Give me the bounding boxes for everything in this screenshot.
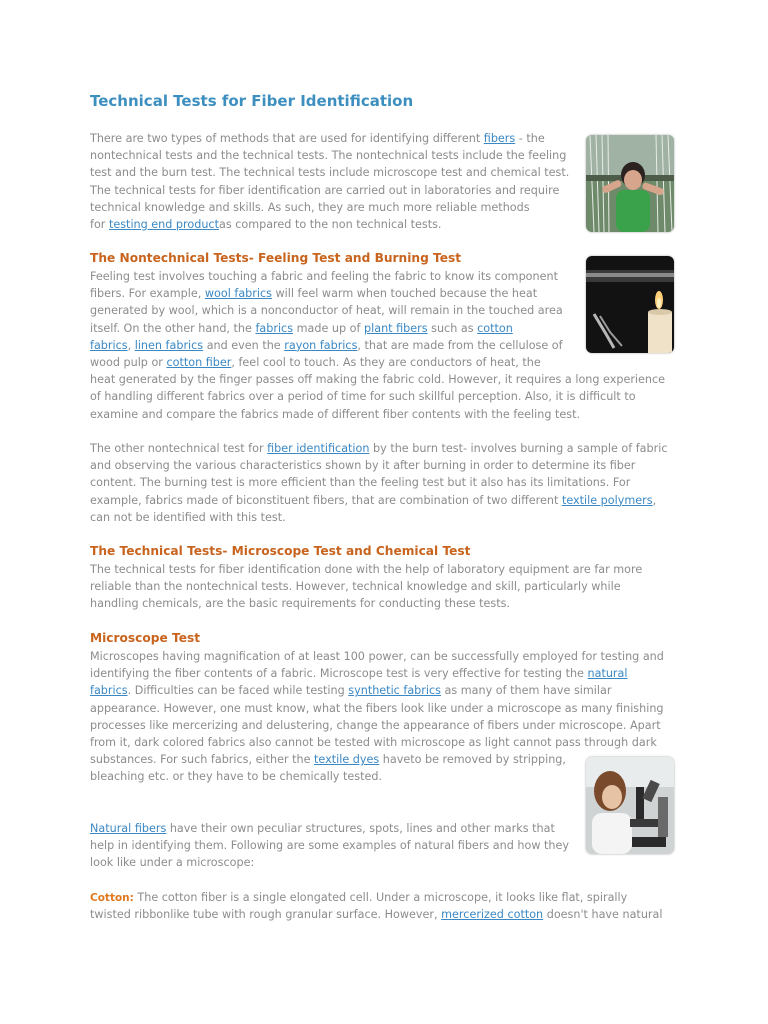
text: The other nontechnical test for bbox=[90, 442, 268, 455]
text: , bbox=[127, 338, 135, 352]
mercerized-cotton-link[interactable]: mercerized cotton bbox=[441, 908, 544, 922]
text: example, fabrics made of biconstituent fibers, that are combination of two different bbox=[90, 493, 562, 507]
text-line: look like under a microscope: bbox=[90, 856, 255, 870]
text: by the burn test- involves burning a sample of fabric bbox=[369, 442, 668, 455]
text-line: Feeling test involves touching a fabric and feeling the fabric to know its component bbox=[90, 270, 558, 283]
text-line: from it, dark colored fabrics also cannot be tested with microscope as light cannot pass through dark bbox=[90, 735, 657, 749]
text-line: nontechnical tests and the technical tests. The nontechnical tests include the feeling bbox=[90, 149, 567, 163]
technical-tests-heading: The Technical Tests- Microscope Test and Chemical Test bbox=[90, 544, 471, 558]
text-line: examine and compare the fabrics made of different fiber contents with the feeling test. bbox=[90, 407, 581, 421]
fabrics-link[interactable]: fabrics bbox=[255, 321, 294, 335]
textile-dyes-link[interactable]: textile dyes bbox=[314, 753, 380, 767]
text: , feel cool to touch. As they are conductors of heat, the bbox=[231, 355, 541, 369]
text: wood pulp or bbox=[90, 355, 167, 369]
burn-test-paragraph bbox=[90, 440, 668, 526]
fiber-identification-link[interactable]: fiber identification bbox=[267, 442, 370, 455]
plant-fibers-link[interactable]: plant fibers bbox=[364, 321, 428, 335]
cotton-label: Cotton: bbox=[90, 892, 134, 904]
text: as many of them have similar bbox=[440, 684, 612, 698]
microscope-test-paragraph bbox=[90, 648, 664, 786]
fibers-link[interactable]: fibers bbox=[483, 132, 516, 145]
cotton-fiber-link[interactable]: cotton fiber bbox=[166, 355, 232, 369]
text: will feel warm when touched because the heat bbox=[271, 287, 538, 301]
microscope-test-heading: Microscope Test bbox=[90, 631, 201, 645]
technical-tests-paragraph bbox=[90, 561, 642, 613]
testing-end-product-link[interactable]: testing end product bbox=[108, 217, 219, 231]
text-line: content. The burning test is more efficient than the feeling test but it also has its limitations. For bbox=[90, 476, 631, 490]
text-line: bleaching etc. or they have to be chemically tested. bbox=[90, 770, 383, 784]
text-line: help in identifying them. Following are some examples of natural fibers and how they bbox=[90, 839, 570, 853]
cotton-paragraph bbox=[90, 889, 662, 923]
natural-fabrics-link[interactable]: natural bbox=[587, 667, 628, 681]
synthetic-fabrics-link[interactable]: synthetic fabrics bbox=[348, 684, 441, 698]
text: There are two types of methods that are used for identifying different bbox=[90, 132, 484, 145]
text: itself. On the other hand, the bbox=[90, 321, 256, 335]
text: - the bbox=[515, 132, 545, 145]
text-line: and observing the various characteristics shown by it after burning in order to determine its fiber bbox=[90, 459, 636, 473]
text: such as bbox=[427, 321, 478, 335]
text-line: can not be identified with this test. bbox=[90, 510, 286, 524]
wool-fabrics-link[interactable]: wool fabrics bbox=[204, 287, 272, 301]
text-line: handling chemicals, are the basic requirements for conducting these tests. bbox=[90, 597, 510, 611]
text: twisted ribbonlike tube with rough granular surface. However, bbox=[90, 908, 442, 922]
natural-fibers-link[interactable]: Natural fibers bbox=[90, 822, 167, 835]
cotton-fabrics-link[interactable]: cotton bbox=[477, 321, 513, 335]
rayon-fabrics-link[interactable]: rayon fabrics bbox=[284, 338, 358, 352]
text: , that are made from the cellulose of bbox=[357, 338, 563, 352]
text: have their own peculiar structures, spots, lines and other marks that bbox=[166, 822, 555, 835]
text: substances. For such fabrics, either the bbox=[90, 753, 315, 767]
page-title: Technical Tests for Fiber Identification bbox=[90, 92, 414, 110]
text-line: Microscopes having magnification of at least 100 power, can be successfully employed for testing and bbox=[90, 650, 664, 663]
text: and even the bbox=[203, 338, 285, 352]
text-line: appearance. However, one must know, what the fibers look like under a microscope as many finishing bbox=[90, 701, 664, 715]
text: doesn't have natural bbox=[543, 908, 663, 922]
linen-fabrics-link[interactable]: linen fabrics bbox=[134, 338, 204, 352]
text: . Difficulties can be faced while testing bbox=[127, 684, 349, 698]
text-line: reliable than the nontechnical tests. However, technical knowledge and skill, particularly while bbox=[90, 580, 621, 594]
text: haveto be removed by stripping, bbox=[379, 753, 566, 767]
text-line: test and the burn test. The technical tests include microscope test and chemical test. bbox=[90, 166, 570, 180]
text: identifying the fiber contents of a fabric. Microscope test is very effective for testing the bbox=[90, 667, 588, 681]
natural-fibers-paragraph bbox=[90, 820, 569, 872]
text-line: generated by wool, which is a nonconductor of heat, will remain in the touched area bbox=[90, 304, 563, 318]
text: fibers. For example, bbox=[90, 287, 205, 301]
text: made up of bbox=[293, 321, 364, 335]
text: as compared to the non technical tests. bbox=[218, 217, 442, 231]
textile-polymers-link[interactable]: textile polymers bbox=[561, 493, 653, 507]
text: The cotton fiber is a single elongated cell. Under a microscope, it looks like flat, spirally bbox=[133, 891, 628, 904]
natural-fabrics-link-cont[interactable]: fabrics bbox=[90, 684, 128, 698]
text-line: heat generated by the finger passes off making the fabric cold. However, it requires a long experience bbox=[90, 373, 666, 387]
feeling-test-paragraph bbox=[90, 268, 665, 423]
text-line: technical knowledge and skills. As such, they are much more reliable methods bbox=[90, 200, 530, 214]
text: , bbox=[652, 493, 657, 507]
text-line: The technical tests for fiber identification done with the help of laboratory equipment are far more bbox=[90, 563, 643, 576]
intro-paragraph bbox=[90, 130, 569, 233]
textile-worker-photo bbox=[586, 135, 674, 232]
cotton-fabrics-link-cont[interactable]: fabrics bbox=[90, 338, 128, 352]
text-line: of handling different fabrics over a period of time for such skillful perception. Also, it is difficult to bbox=[90, 390, 636, 404]
nontechnical-tests-heading: The Nontechnical Tests- Feeling Test and Burning Test bbox=[90, 251, 462, 265]
text-line: The technical tests for fiber identification are carried out in laboratories and require bbox=[90, 183, 560, 197]
text-line: processes like mercerizing and delustering, change the appearance of fibers under microscope. Apart bbox=[90, 718, 661, 732]
text: for bbox=[90, 217, 109, 231]
